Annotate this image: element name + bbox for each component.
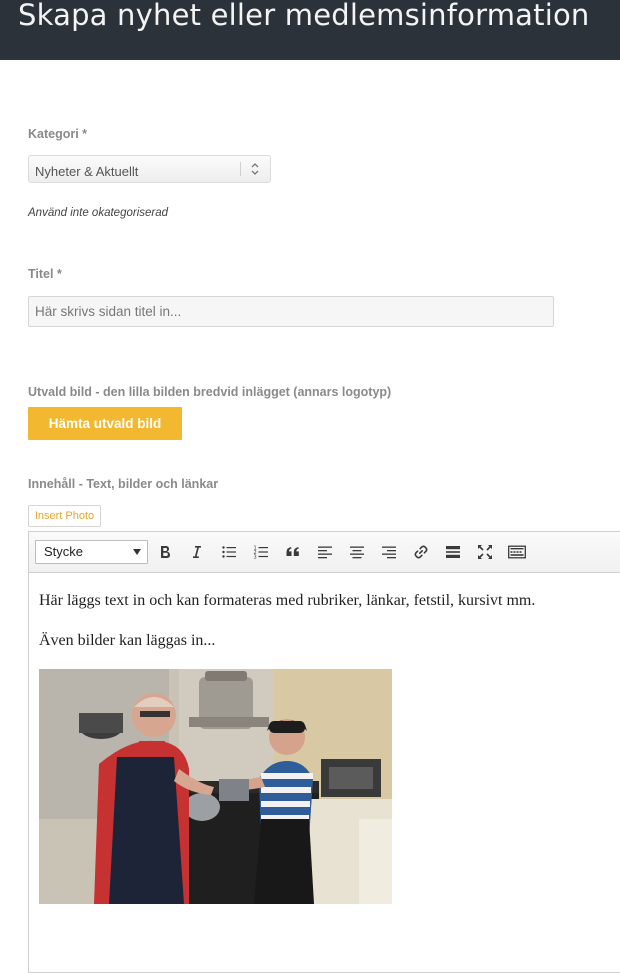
category-select[interactable]: [28, 155, 271, 183]
page-header: [0, 0, 620, 60]
blockquote-icon[interactable]: [282, 541, 304, 563]
select-divider: [240, 162, 241, 176]
insert-photo-button[interactable]: Insert Photo: [28, 505, 101, 527]
chevron-down-icon: [133, 549, 141, 555]
numbered-list-icon[interactable]: [250, 541, 272, 563]
kitchen-photo[interactable]: [39, 669, 392, 904]
editor-toolbar: [29, 532, 620, 573]
italic-icon[interactable]: [186, 541, 208, 563]
category-hint: Använd inte okategoriserad: [28, 207, 169, 219]
title-label: Titel *: [28, 267, 62, 281]
category-selected-value: Nyheter & Aktuellt: [35, 164, 139, 179]
select-arrows-icon: [249, 160, 261, 178]
paragraph-format-value: Stycke: [44, 544, 84, 559]
keyboard-toolbar-toggle-icon[interactable]: [506, 541, 528, 563]
page-title: Skapa nyhet eller medlemsinformation: [18, 0, 590, 32]
bold-icon[interactable]: [154, 541, 176, 563]
title-input[interactable]: [28, 296, 554, 327]
get-featured-image-button[interactable]: Hämta utvald bild: [28, 407, 182, 440]
align-center-icon[interactable]: [346, 541, 368, 563]
svg-text:1: 1: [253, 545, 257, 552]
svg-text:3: 3: [253, 554, 257, 560]
bullet-list-icon[interactable]: [218, 541, 240, 563]
link-icon[interactable]: [410, 541, 432, 563]
align-left-icon[interactable]: [314, 541, 336, 563]
content-label: Innehåll - Text, bilder och länkar: [28, 477, 219, 491]
editor-paragraph: Även bilder kan läggas in...: [39, 632, 216, 649]
svg-text:2: 2: [253, 550, 257, 556]
editor-paragraph: Här läggs text in och kan formateras med rubriker, länkar, fetstil, kursivt mm.: [39, 592, 536, 609]
featured-image-label: Utvald bild - den lilla bilden bredvid inlägget (annars logotyp): [28, 385, 392, 399]
horizontal-rule-icon[interactable]: [442, 541, 464, 563]
align-right-icon[interactable]: [378, 541, 400, 563]
category-label: Kategori *: [28, 127, 88, 141]
fullscreen-icon[interactable]: [474, 541, 496, 563]
paragraph-format-select[interactable]: [35, 540, 148, 564]
rich-text-editor[interactable]: [28, 531, 620, 973]
